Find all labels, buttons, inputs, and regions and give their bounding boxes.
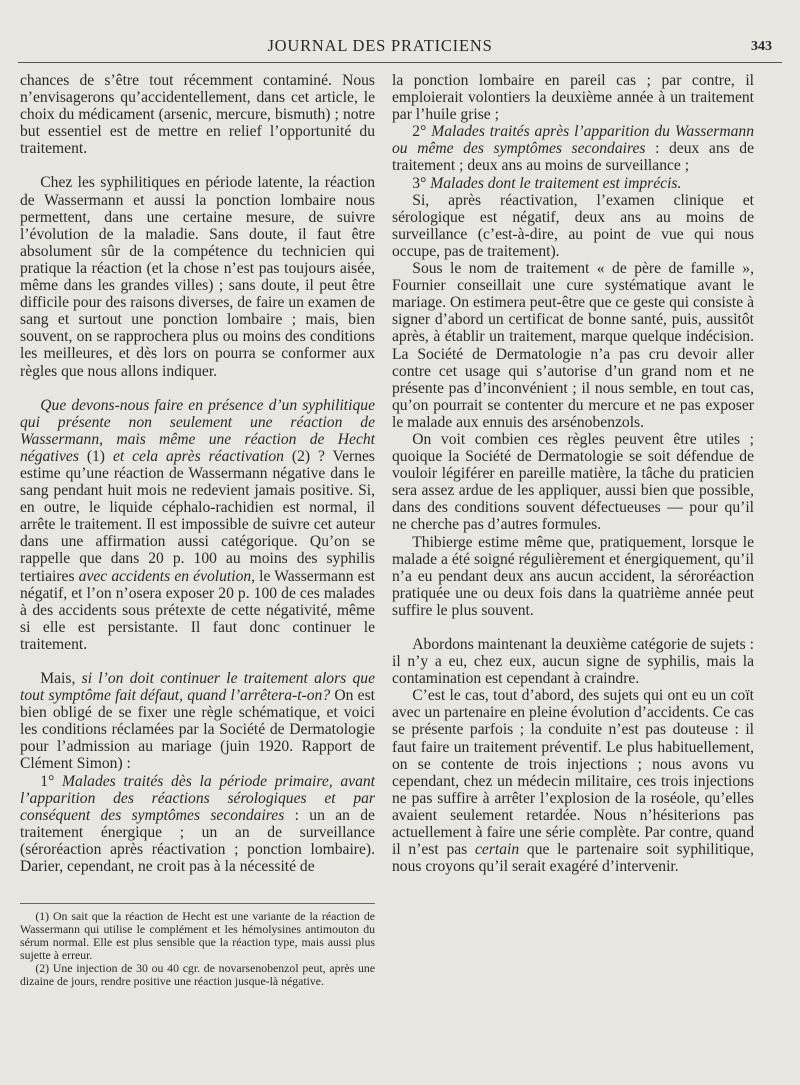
left-column — [20, 72, 375, 875]
paragraph — [20, 773, 375, 876]
paragraph: Abordons maintenant la deuxième catégorie de sujets : il n’y a eu, chez eux, aucun signe de syphilis, mais la contamination est cependant à craindre. — [392, 636, 754, 688]
paragraph — [20, 397, 375, 653]
text: (2) ? Vernes estime qu’une réaction de Wassermann négative dans le sang pendant huit mois ne redevient jamais positive. Si, en outre, le liquide céphalo-rachidien est normal, il arrête le traitement. Il est impossible de suivre cet auteur dans une affirmation aussi catégorique. Qu’on se rappelle que dans 20 p. 100 au moins des syphilis tertiaires — [20, 447, 375, 585]
list-number: 3° — [412, 174, 431, 192]
footnote — [20, 910, 375, 962]
paragraph — [392, 687, 754, 875]
text: : un an de traitement énergique ; un an de surveillance (séroréaction après réactivation ; ponction lombaire). Darier, cependant, ne croit pas à la nécessité de — [20, 806, 375, 876]
italic-text: Malades dont le traitement est imprécis. — [430, 174, 682, 192]
paragraph — [392, 175, 754, 192]
footnote: (2) Une injection de 30 ou 40 cgr. de novarsenobenzol peut, après une dizaine de jours, rendre positive une réaction jusque-là négative. — [20, 961, 375, 988]
text: C’est le cas, tout d’abord, des sujets qui ont eu un coït avec un partenaire en pleine évolution d’accidents. Ce cas se présente parfois ; la conduite n’est pas douteuse : il faut faire un traitement préventif. Le plus habituellement, on se contente de trois injections ; nous avons vu cependant, chez un médecin militaire, ces trois injections ne pas suffire à arrêter l’explosion de la roséole, qu’elles avaient seulement retardée. Nous n’hésiterions pas actuellement à faire une série complète. Par contre, quand il n’est pas — [392, 687, 754, 859]
header-rule — [18, 62, 782, 63]
paragraph: Sous le nom de traitement « de père de famille », Fournier conseillait une cure systématique avant le mariage. On estimera peut-être que ce geste qui consiste à signer d’abord un certificat de bonne santé, puis, aussitôt après, à établir un traitement, marque quelque indécision. La Société de Dermatologie n’a pas cru devoir aller contre cet usage qui s’autorise d’un grand nom et ne présente pas d’inconvénient ; il nous semble, en tout cas, qu’on pourrait se contenter du mercure et ne pas exposer le malade aux ennuis des arsénobenzols. — [392, 260, 754, 431]
paragraph: Chez les syphilitiques en période latente, la réaction de Wassermann et aussi la ponction lombaire nous permettent, dans une certaine mesure, de suivre l’évolution de la maladie. Sans doute, il faut être absolument sûr de la compétence du technicien qui pratique la réaction (et la chose n’est pas toujours aisée, même dans les grandes villes) ; sans doute, il peut être difficile pour des raisons diverses, de faire un examen de sang et surtout une ponction lombaire ; mais, bien souvent, on se rapprochera plus ou moins des conditions les meilleures, et dès lors on pourra se conformer aux règles que nous allons indiquer. — [20, 174, 375, 380]
italic-text: avec accidents en évolution, — [78, 567, 256, 585]
paragraph: la ponction lombaire en pareil cas ; par contre, il emploierait volontiers la deuxième année à un traitement par l’huile grise ; — [392, 72, 754, 124]
page-number: 343 — [751, 39, 772, 54]
running-header — [0, 30, 800, 60]
italic-text: Malades traités dès la période primaire, avant l’apparition des réactions sérologiques et par conséquent des symptômes secondaires — [20, 772, 375, 824]
paragraph: On voit combien ces règles peuvent être utiles ; quoique la Société de Dermatologie se soit défendue de vouloir légiférer en pareille matière, la tâche du praticien sera assez ardue de les appliquer, aussi bien que possible, dans des conditions souvent défectueuses — pour qu’il ne cherche pas d’autres formules. — [392, 430, 754, 534]
italic-text: mais aussi plus sujette à erreur. — [20, 935, 375, 962]
paragraph — [392, 123, 754, 174]
italic-text: et cela après réactivation — [112, 447, 284, 465]
text: le Wassermann est négatif, et l’on n’osera exposer 20 p. 100 de ces malades à des accidents sous prétexte de cette négativité, même si elle est persistante. Il faut donc continuer le traitement. — [20, 567, 375, 653]
text: que le partenaire soit syphilitique, nous croyons qu’il serait exagéré d’intervenir. — [392, 841, 755, 876]
list-number: 1° — [40, 772, 63, 790]
italic-text: Malades traités après l’apparition du Wassermann ou même des symptômes secondaires — [392, 123, 754, 158]
footnote-ref: (1) — [78, 447, 113, 465]
text: On est bien obligé de se fixer une règle schématique, et voici les conditions réclamées par la Société de Dermatologie pour l’admission au mariage (juin 1920. Rapport de Clément Simon) : — [20, 687, 375, 773]
italic-text: certain — [474, 841, 520, 859]
paragraph: Si, après réactivation, l’examen clinique et sérologique est négatif, deux ans au moins de surveillance (c’est-à-dire, au point de vue qui nous occupe, pas de traitement). — [392, 191, 754, 260]
right-column — [392, 72, 754, 875]
paragraph: Thibierge estime même que, pratiquement, lorsque le malade a été soigné régulièrement et énergiquement, qu’il n’a eu pendant deux ans aucun accident, la séroréaction pratiquée une ou deux fois dans la quatrième année peut suffire le plus souvent. — [392, 533, 754, 619]
paragraph — [20, 670, 375, 773]
list-number: 2° — [412, 123, 432, 141]
text: Mais, — [40, 670, 82, 687]
italic-text: Que devons-nous faire en présence d’un syphilitique qui présente non seulement une réaction de Wassermann, mais même une réaction de Hecht négatives — [20, 396, 375, 465]
journal-title: JOURNAL DES PRATICIENS — [267, 36, 493, 55]
italic-text: si l’on doit continuer le traitement alors que tout symptôme fait défaut, quand l’arrêtera-t-on? — [20, 670, 375, 705]
footnotes — [20, 903, 375, 988]
text: (1) On sait que la réaction de Hecht est une variante de la réaction de Wassermann qui utilise le complément et les hémolysines antimouton du sérum normal. Elle est plus sensible que la réaction type, — [20, 909, 375, 949]
text: : deux ans de traitement ; deux ans au moins de surveillance ; — [392, 140, 754, 175]
paragraph: chances de s’être tout récemment contaminé. Nous n’envisagerons qu’accidentellement, dans cet article, le choix du médicament (arsenic, mercure, bismuth) ; notre but essentiel est de mettre en relief l’opportunité du traitement. — [20, 72, 375, 158]
